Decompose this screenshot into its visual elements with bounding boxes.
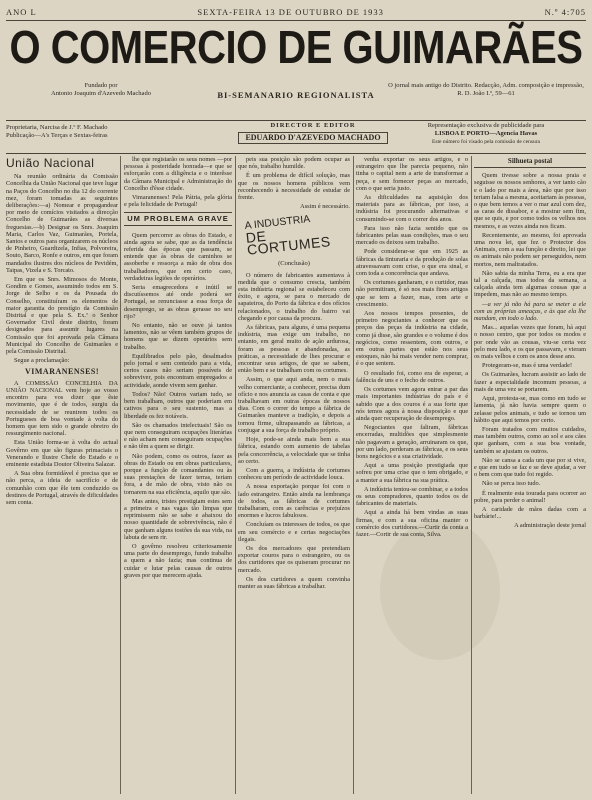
issue-date: SEXTA-FEIRA 13 DE OUTUBRO DE 1933: [197, 7, 384, 17]
paragraph: Os cortumes ganharam, e o curtidor, mas não permitiram, é só nos mais finos artigos que se tem a fazer, mas, com arte e crescimento.: [356, 279, 468, 308]
paragraph: A COMISSÃO CONCELHIA DA UNIÃO NACIONAL vem hoje ao vosso encontro para vos dizer que êste movimento, que é de todos, surgiu da necessidade de se reunirem todos os Portugueses de boa vontade à volta do homem que tem sido o grande obreiro do ressurgimento nacional.: [6, 379, 118, 438]
paragraph: Protegeram-se, mas é uma verdade!: [482, 362, 573, 370]
column-1: [6, 156, 118, 794]
paragraph: Mas antes, tristes prestigiam estes sem a primeira e nas vagas tão limpas que reprimissem não se sabe e abaixou do nosso quantidade de sobrevivência, não é que ganham alguns tostões da sua vida, na labuta de sem rir.: [124, 497, 232, 541]
paragraph: São os chamados intelectuais! São os que nem conseguiram ocupações literárias e não acham nem conseguiram ocupações e não têm a quem se dirigir.: [124, 421, 232, 451]
heading-line-big: DE CORTUMES: [245, 228, 332, 259]
paragraph: O número de fabricantes aumentava à medida que o consumo crescia, também esta indústria regional se estabeleceu com êxito, e agora, se para o mercado de sapateiros, do Porto da fábrica e dos ofícios relacionados, o trabalho do bairro vai chegando e por causa da procura.: [238, 271, 350, 322]
paragraph: lhe que registarão os seus nomes —por pessoas à posteridade honrada—e que se esforçarão com a diligência e o interêsse da Câmara Municipal e Administração do Concelho d'êsse cidade.: [124, 156, 232, 192]
article-heading: Silhueta postal: [474, 158, 586, 168]
paragraph: venha exportar os seus artigos, e o estrangeiro que lhe parecia pequeno, não tinha o capital nem a arte de transformar a peça, e sem fornecer peças ao mercado, com o que seria justo.: [356, 156, 468, 192]
right-info: O jornal mais antigo do Distrito. Redacção, Adm. composição e impressão, R. D. João I.º, 59—61: [388, 82, 584, 97]
paragraph: Segue a proclamação:: [14, 357, 70, 365]
paragraph: Aqui, protesta-se, mas como em tudo se lamenta, já não havia sempre quem o zelasse pelos animais, e tudo se tornou um hábito que aqui temos por certo.: [474, 395, 586, 424]
divider: [6, 20, 586, 21]
director-label: DIRECTOR E EDITOR: [270, 122, 356, 129]
paragraph: As dificuldades na aquisição dos materiais para as fábricas, por isso, a indústria foi procurando alternativas e consumindo-se com o correr dos anos.: [356, 194, 468, 223]
paragraph: Com a guerra, a indústria de cortumes conheceu um período de actividade louca.: [238, 466, 350, 482]
censorship-note: Este número foi visado pela comissão de censura: [432, 139, 540, 145]
paragraph: Assim, o que aqui anda, nem o mais velho comerciante, a conhecer, precisa dum ofício e nos anuncia as casas de conta e que trabalhavam em outras épocas de nossos dias. Com o correr do tempo a fábrica de Guimarães manteve a tradição, e depois a tornou firme, ultrapassando as fábricas, a conjugar a sua força de trabalho próprio.: [238, 376, 350, 434]
divider: [6, 153, 586, 154]
column-3: [238, 156, 350, 794]
paragraph: Não podem, como os outros, fazer as obras do Estado ou em obras particulares, porque a função de comandantes ou às suas prestações de fazer terras, teriam fora, a de mão de obra, visto não os tornarem na sua eficiência, aquilo que são.: [124, 452, 232, 496]
masthead-infobar: [6, 122, 586, 152]
paragraph: Hoje, pode-se ainda mais bem a sua fábrica, estando com aumento de tabelas pela concorrência, a velocidade que se tinha ao certo.: [238, 436, 350, 465]
paragraph: Quem percorrer as obras do Estado, e ainda agora se sabe, que as da tendência referida das épocas que passam, se entende que às obras de caminhos se assoberbe e ressorça a mão de obra dos trabalhadores, que em certo caso, verdadeiras legiões de operários.: [124, 231, 232, 282]
article-heading: [244, 209, 350, 259]
paragraph: A caridade de mãos dadas com a barbárie!...: [474, 505, 586, 521]
paragraph: A nossa exportação porque foi com o lado estrangeiro. Então ainda na lembrança de todos, as fábricas de cortumes trabalharam, com as carências e prejuízos enormes e lucros fabulosos.: [238, 483, 350, 520]
paragraph: Foram tratados com muitos cuidados, mas também outros, como ao sol e aos cães que ganham, com a sua boa vontade, também se ajustam os outros.: [474, 425, 586, 455]
column-divider: [120, 156, 121, 794]
newspaper-title: O COMERCIO DE GUIMARÃES: [9, 22, 583, 74]
column-divider: [235, 156, 236, 794]
paragraph: Na reunião ordinária da Comissão Concelhia da União Nacional que teve lugar na Paços do Concelho no dia 12 do corrente mez, foram tomadas as seguintes deliberações:—a) Nomear e propagandear por meio de comícios visitados a direcção Concelho de Guimarães as diversas freguesias.—b) Designar os Snrs. Joaquim Maria, Carlos Vaz, Guimarães, Portela, Santos e outros para organizarem os núcleos de Pinheiro, Guardizela, Infias, Polvoreira, Souto, Barco, Ronfe e outros, em que foram mandados ilustres dos núcleos de Pevidém, Taipas, Vizela e S. Torcato.: [6, 173, 118, 274]
paragraph: Não se perca isso tudo.: [482, 480, 541, 488]
paragraph: Para isso não fazia sentido que os fabricantes pelas suas condições, mas o seu mercado os deixou sem trabalho.: [356, 224, 468, 247]
representation-cities: LISBOA E PORTO—Agencia Havas: [434, 130, 538, 137]
article-heading: UM PROBLEMA GRAVE: [124, 212, 232, 225]
masthead-topline: [6, 4, 586, 20]
founder-block: [6, 82, 196, 97]
paragraph: Aos nossos tempos presentes, de primeiro negociantes a conhecer que os preços das peças da indústria na cidade, como já disse, são grandes e o volume é dos negócios, como ressentem, com outros, e em outras partes que estão nos seus estoques, não há mais vender nem comprar, é o que sentem.: [356, 310, 468, 368]
paragraph: Em que os Snrs. Mimosos do Monte, Gondim e Gomes, assumindo todos em S. Jorge de Selho e os da Pousada do Conselho, constituíram os elementos de maior garantia do prestígio da Comissão Distrital e que pela S. Ex.ª o Senhor Governador Civil deste distrito, foram designados para assumir lugares na Comissão que foi aprovada pela Câmara Municipal do Concelho de Guimarães e pela Comissão Distrital.: [6, 276, 118, 356]
director-name: EDUARDO D'AZEVEDO MACHADO: [238, 132, 388, 144]
director-block: [238, 122, 388, 144]
founded-label: Fundado por: [84, 82, 118, 89]
paragraph: Pode considerar-se que em 1925 as fábricas da tinturaria e da produção de solas atravessavam com crise, o que era sinal, e com toda a concorrência que andava.: [356, 248, 468, 278]
divider: [6, 120, 586, 121]
paragraph: O govêrno resolveu criteriosamente uma parte do desemprego, fundo trabalho a quem a não fazia; mas continua de cuidar e lutar pelas causas de outros graves por que merecem ajuda.: [124, 542, 232, 579]
paragraph: Concluíam os interesses de todos, os que em seu comércio e e certas negociações ilegais.: [238, 521, 350, 543]
column-4: [356, 156, 468, 794]
issue-year: ANO L: [6, 7, 37, 17]
section-heading: VIMARANENSES!: [24, 367, 100, 377]
paragraph: Os dos curtidores a quem convinha manter as suas fábricas a trabalhar.: [238, 575, 350, 590]
paragraph: Assim é necessário.: [300, 203, 350, 211]
masthead-meta: [6, 82, 586, 122]
paragraph: Os cortumes vem agora entrar a par das mais importantes indústrias do país e é sabido que a dos couros é a sua forte que nós temos agora à nossa disposição e que ainda quer recuperação de desemprego.: [356, 386, 468, 422]
owner-text: Proprietaria, Narcisa de J.º F. Machado: [6, 124, 108, 131]
paragraph: Não sabia da minha Terra, eu a era que tal a calçada, mas todos da semana, a calçada ainda tem algumas cousas que a impedem, mas não ao mesmo tempo.: [474, 269, 586, 299]
paragraph: Negociantes que faliram, fábricas encerradas, multidões que simplesmente não pagavam a geração, arruinaram os que, por um lado, perderam as fábricas, e os seus bons negócios e a sua criatividade.: [356, 424, 468, 460]
paragraph: As fábricas, para alguns, é uma pequena indústria, mas exige um trabalho, no entanto, em geral muito de ação ardurosa, foram as pessoas e abandonadas, as práticas, a necessidade de lhes procurar e encontrar seus artigos, de que se sabem, então bem e se trabalham com os cortumes.: [238, 324, 350, 375]
paragraph: Aqui a ainda há bem vindas as suas firmas, e com a sua oficina manter o comércio dos curtidores.—Curtir da conta a fazer.—Cortir de sua conta, Silva.: [356, 509, 468, 538]
paragraph: A Sua obra formidável é precisa que se não perca, a ideia de sacrifício e de comunhão com que êle tem conduzido os destinos de Portugal, através de dificuldades sem conta.: [6, 470, 118, 506]
paragraph: O resultado foi, como era de esperar, a falência de uns e o fecho de outros.: [356, 369, 468, 384]
paragraph: Os Guimarães, lucram assistir ao lado de fazer a especialidade incomum pessoas, a mais de uma vez se portarem.: [474, 371, 586, 393]
column-divider: [471, 156, 472, 794]
paragraph: Mas... aquelas vezes que foram, há aqui o nosso centro, que por todos os modos e por onde vão as cousas, viu-se certa vez pelo meu lado, e os que passavam, e vieram os mais velhos e com os anos desse ano.: [474, 324, 586, 361]
column-5: [474, 156, 586, 794]
representation-text: Representação exclusiva de publicidade para: [427, 122, 545, 129]
paragraph: Vimaranenses! Pela Pátria, pela glória e pela felicidade de Portugal!: [124, 194, 232, 209]
publication-text: Publicação—A's Terças e Sextas-feiras: [6, 132, 108, 139]
article-subtitle: (Conclusão): [278, 260, 310, 268]
issue-number: N.º 4:705: [544, 7, 586, 17]
paragraph: A indústria tentou-se combinar, e a todos os seus compradores, quanto todos os de fabricantes de materiais.: [356, 485, 468, 508]
paragraph: Seria emagrecedora e inútil se discutíssemos até onde poderá ser Portugal, se renunciasse a essa força de desemprego, se as obras gerasse no seu rijo?: [124, 284, 232, 320]
paragraph: Os dos mercadores que pretendiam exportar couros para o estrangeiro, ou os dos curtidores que os quiseram procurar no mercado.: [238, 544, 350, 574]
paragraph: Todos? Não! Outros variam tudo, se bem trabalham, outros que poderiam em cativos para o seu sustento, mas a liberdade os fez notáveis.: [124, 390, 232, 420]
paragraph: A administração deste jornal: [514, 522, 586, 530]
paragraph: Recentemente, ao mesmo, foi aprovada uma nova lei, que fez o Protector dos Animais, com a sua função e direito, lei que os animais não podem ser perseguidos, nem mortos, nem maltratados.: [474, 231, 586, 268]
quote-paragraph: —a ver já não há para se meter a ele com as próprias ameaças, e às que ela lhe mandam, em todo o lado.: [474, 300, 586, 323]
paragraph: Esta União forma-se à volta do actual Govêrno em que são figuras primaciais o Venerando e Ilustre Chefe do Estado e o eminente estadista Doutor Oliveira Salazar.: [6, 439, 118, 468]
founder-name: Antonio Joaquim d'Azevedo Machado: [51, 89, 151, 97]
paragraph: Quem tivesse sobre a nossa praia e seguisse os nossos senhores, a ver tanto cão e o lado por mais a área, não que por isso teriam falsa a mesma, aceitariam às pessoas, o que bem temos a ver o mar azul com dez, as caras de dissabor, e a mostrar sem fim, que se quis, e por como todos os velhos nos mesmos, e as vezes ainda nos ficam.: [474, 172, 586, 230]
heading-line-small: A INDUSTRIA: [244, 213, 311, 233]
newspaper-subtitle: BI-SEMANARIO REGIONALISTA: [217, 90, 375, 100]
paragraph: Aqui a uma posição prestigiada que sofreu por uma crise que o tem obrigado, e a manter a sua fábrica na sua prática.: [356, 462, 468, 484]
owner-block: [6, 124, 226, 140]
paragraph: peis sua posição são podem ocupar as que nós, trabalho humilde.: [238, 156, 350, 171]
paragraph: Equilibrados pelo pão, desalmados pelo jornal e sem conteúdo para a vida, certos casos não seriam possíveis de sobreviver, pois encontram empregados a actividade, aonde vivem sem ganhar.: [124, 352, 232, 389]
article-heading: União Nacional: [6, 156, 95, 170]
paragraph: No entanto, não se ouve já tantos lamentos, não se vêem também grupos de homens que se dizem operários sem trabalho.: [124, 322, 232, 351]
paragraph: É um problema de difícil solução, mas que os nossos homens públicos vem reconhecendo à necessidade de estudar de frente.: [238, 172, 350, 202]
column-divider: [353, 156, 354, 794]
paragraph: Não se cansa a cada um que por si vive, e que em tudo se faz e se deve ajudar, a ver o bem com que tudo foi regido.: [474, 456, 586, 479]
column-2: [124, 156, 232, 794]
paragraph: É realmente esta tourada para ocorrer ao pobre, para perder o animal!: [474, 489, 586, 504]
representation-block: [386, 122, 586, 146]
